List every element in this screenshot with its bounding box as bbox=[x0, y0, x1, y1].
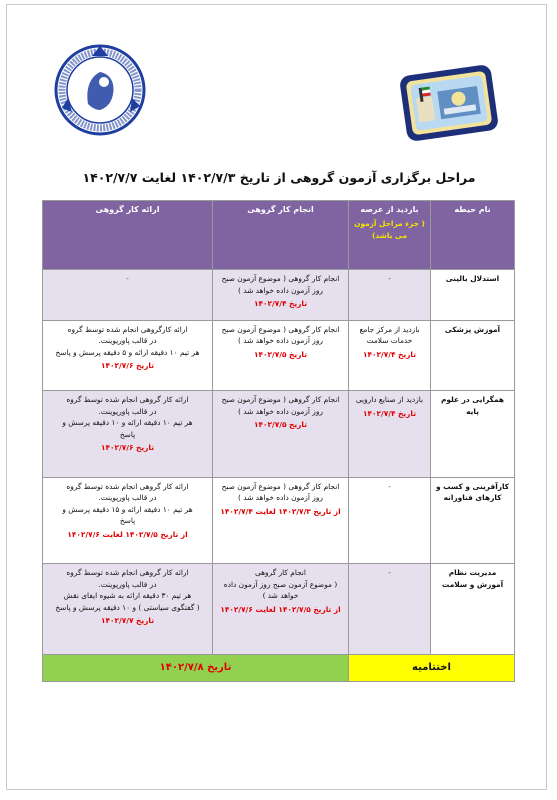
row-work-date: از تاریخ ۱۴۰۲/۷/۳ لغایت ۱۴۰۲/۷/۴ bbox=[220, 506, 341, 516]
row-work bbox=[213, 320, 349, 390]
row-present-line: هر تیم ۱۰ دقیقه ارائه و ۱۰ دقیقه پرسش و bbox=[62, 418, 193, 428]
schedule-table bbox=[42, 200, 515, 682]
row-present-line: ارائه کارگروهی انجام شده توسط گروه bbox=[67, 324, 188, 334]
row-visit-text: بازدید از صنایع دارویی bbox=[355, 395, 424, 405]
row-present bbox=[43, 391, 213, 478]
row-visit-date: تاریخ ۱۴۰۲/۷/۴ bbox=[363, 349, 416, 359]
row-visit bbox=[349, 391, 431, 478]
row-present-date: تاریخ ۱۴۰۲/۷/۶ bbox=[101, 443, 154, 453]
row-work-line: روز آزمون داده خواهد شد ) bbox=[238, 336, 323, 346]
closing-label: اختتامیه bbox=[349, 654, 515, 681]
row-present bbox=[43, 564, 213, 655]
row-present-line: در قالب پاورپوینت. bbox=[98, 336, 157, 346]
row-work-line: روز آزمون داده خواهد شد ) bbox=[238, 493, 323, 503]
row-present-line: ارائه کار گروهی انجام شده توسط گروه bbox=[66, 568, 189, 578]
closing-date: تاریخ ۱۴۰۲/۷/۸ bbox=[43, 654, 349, 681]
row-work-line: انجام کار گروهی ( موضوع آزمون صبح bbox=[221, 395, 340, 405]
row-work-line: ( موضوع آزمون صبح روز آزمون داده bbox=[223, 579, 338, 589]
row-work-date: از تاریخ ۱۴۰۲/۷/۵ لغایت ۱۴۰۲/۷/۶ bbox=[220, 604, 341, 614]
table-row bbox=[43, 564, 515, 655]
row-visit bbox=[349, 270, 431, 320]
table-row bbox=[43, 270, 515, 320]
row-visit-text: بازدید از مرکز جامع خدمات سلامت bbox=[359, 324, 420, 346]
row-field-name: استدلال بالینی bbox=[431, 270, 515, 320]
row-work-line: انجام کار گروهی bbox=[255, 568, 306, 578]
row-work bbox=[213, 564, 349, 655]
row-present-date: تاریخ ۱۴۰۲/۷/۶ bbox=[101, 361, 154, 371]
row-present-line: در قالب پاورپوینت. bbox=[98, 406, 157, 416]
header-visit bbox=[349, 201, 431, 270]
row-present-line: پاسخ bbox=[119, 429, 136, 439]
row-visit bbox=[349, 477, 431, 564]
header-work: انجام کار گروهی bbox=[213, 201, 349, 270]
row-field-name: آموزش پزشکی bbox=[431, 320, 515, 390]
row-present-line: در قالب پاورپوینت. bbox=[98, 579, 157, 589]
header-visit-label: بازدید از عرصه bbox=[360, 205, 419, 214]
row-present-line: هر تیم ۳۰ دقیقه ارائه به شیوه ایفای نقش bbox=[63, 591, 192, 601]
row-present-line: پاسخ bbox=[119, 516, 136, 526]
event-badge-logo bbox=[393, 60, 505, 146]
table-row bbox=[43, 477, 515, 564]
row-work-line: روز آزمون داده خواهد شد ) bbox=[238, 406, 323, 416]
row-field-name: کارآفرینی و کسب و کارهای فناورانه bbox=[431, 477, 515, 564]
row-present-date: از تاریخ ۱۴۰۲/۷/۵ لغایت ۱۴۰۲/۷/۶ bbox=[67, 529, 188, 539]
row-work-line: خواهد شد ) bbox=[262, 591, 299, 601]
row-field-name: همگرایی در علوم پایه bbox=[431, 391, 515, 478]
row-visit-text: - bbox=[388, 481, 391, 491]
row-present bbox=[43, 320, 213, 390]
row-visit bbox=[349, 564, 431, 655]
header-present: ارائه کار گروهی bbox=[43, 201, 213, 270]
row-present-line: ارائه کار گروهی انجام شده توسط گروه bbox=[66, 395, 189, 405]
table-row bbox=[43, 320, 515, 390]
header-visit-note: ( جزء مراحل آزمون می باشد) bbox=[354, 219, 425, 240]
row-present bbox=[43, 477, 213, 564]
row-work bbox=[213, 391, 349, 478]
row-work-line: انجام کار گروهی ( موضوع آزمون صبح bbox=[221, 274, 340, 284]
table-row bbox=[43, 391, 515, 478]
row-present-line: در قالب پاورپوینت. bbox=[98, 493, 157, 503]
row-visit-text: - bbox=[388, 568, 391, 578]
row-present-line: هر تیم ۱۰ دقیقه ارائه و ۵ دقیقه پرسش و پاسخ bbox=[55, 347, 200, 357]
header-field: نام حیطه bbox=[431, 201, 515, 270]
row-present bbox=[43, 270, 213, 320]
row-visit-text: - bbox=[388, 274, 391, 284]
row-work-line: انجام کار گروهی ( موضوع آزمون صبح bbox=[221, 324, 340, 334]
row-work-date: تاریخ ۱۴۰۲/۷/۵ bbox=[254, 349, 307, 359]
row-present-line: ( گفتگوی سیاستی ) و ۱۰ دقیقه پرسش و پاسخ bbox=[55, 602, 200, 612]
row-work-line: انجام کار گروهی ( موضوع آزمون صبح bbox=[221, 481, 340, 491]
row-present-line: - bbox=[126, 274, 129, 284]
row-work-line: روز آزمون داده خواهد شد ) bbox=[238, 285, 323, 295]
university-seal-logo bbox=[52, 42, 148, 138]
row-present-line: ارائه کار گروهی انجام شده توسط گروه bbox=[66, 481, 189, 491]
row-field-name: مدیریت نظام آموزش و سلامت bbox=[431, 564, 515, 655]
page-title: مراحل برگزاری آزمون گروهی از تاریخ ۱۴۰۲/۷/۳ لغایت ۱۴۰۲/۷/۷ bbox=[82, 170, 476, 185]
table-header-row bbox=[43, 201, 515, 270]
closing-row bbox=[43, 654, 515, 681]
row-visit bbox=[349, 320, 431, 390]
row-work bbox=[213, 477, 349, 564]
row-work-date: تاریخ ۱۴۰۲/۷/۵ bbox=[254, 420, 307, 430]
row-work-date: تاریخ ۱۴۰۲/۷/۴ bbox=[254, 299, 307, 309]
row-present-date: تاریخ ۱۴۰۲/۷/۷ bbox=[101, 616, 154, 626]
row-work bbox=[213, 270, 349, 320]
row-present-line: هر تیم ۱۰ دقیقه ارائه و ۱۵ دقیقه پرسش و bbox=[62, 504, 193, 514]
row-visit-date: تاریخ ۱۴۰۲/۷/۴ bbox=[363, 408, 416, 418]
